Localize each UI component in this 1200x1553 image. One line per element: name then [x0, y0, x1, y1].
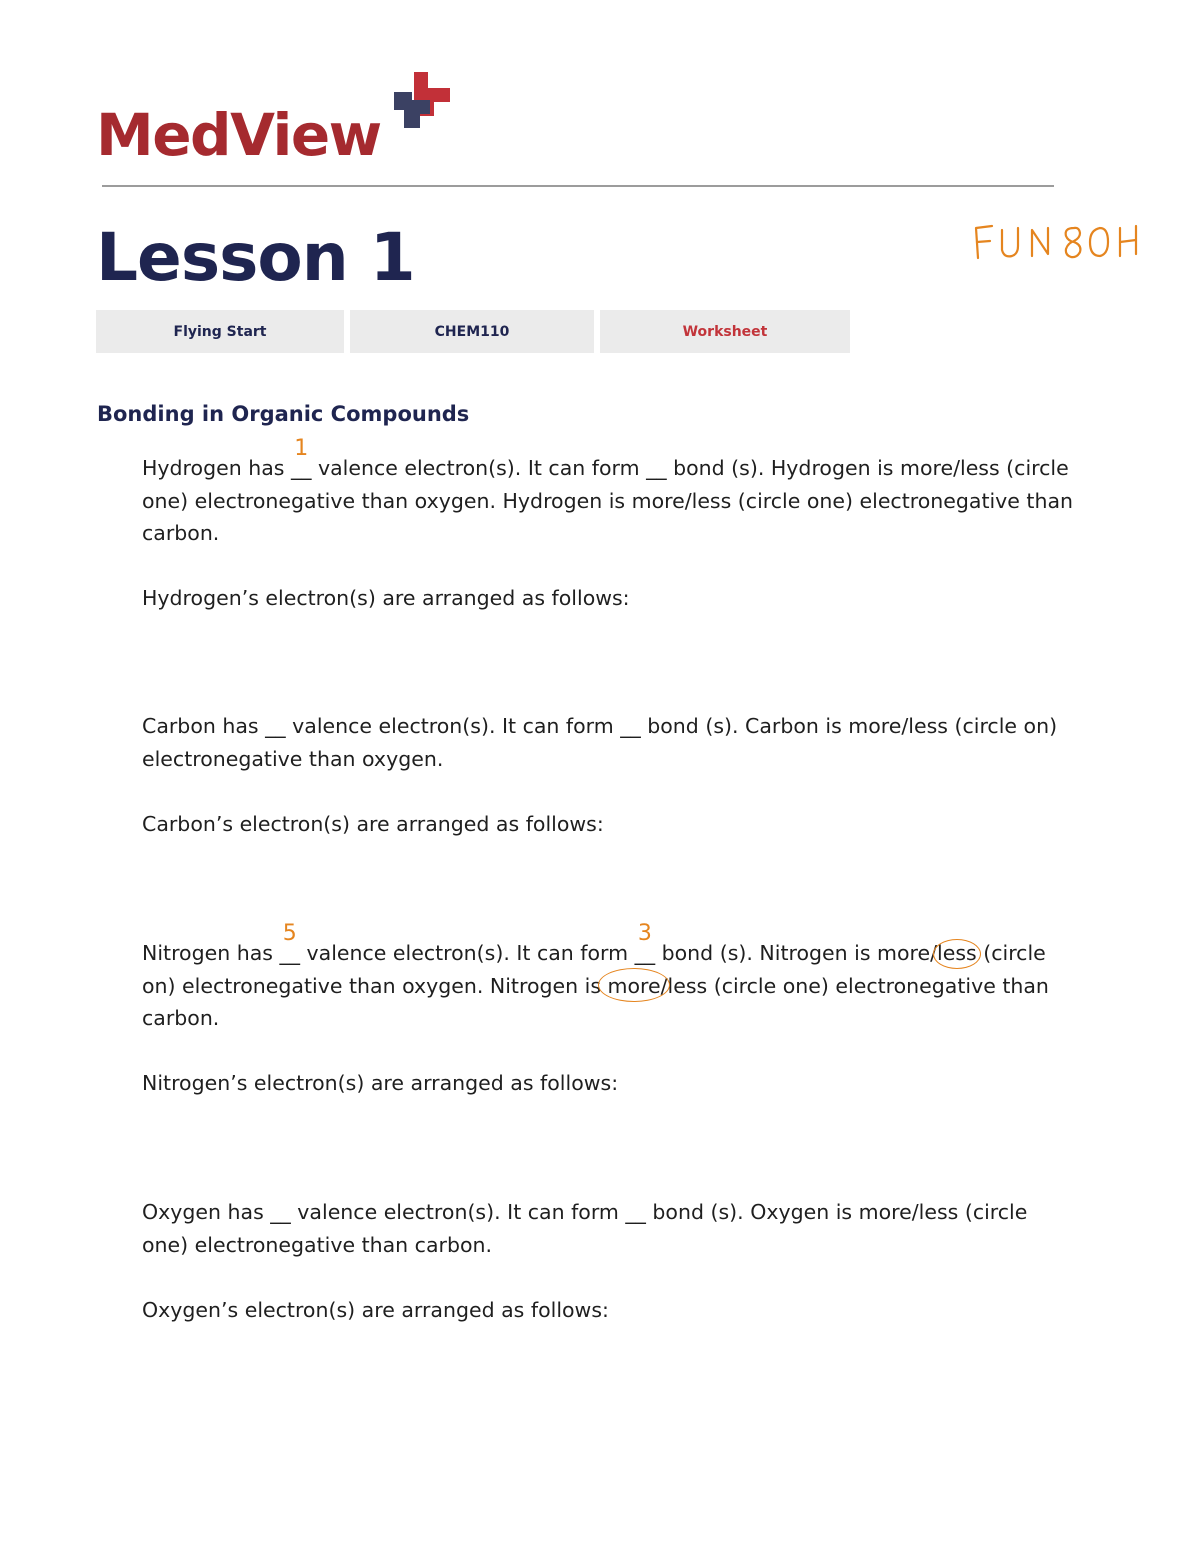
- nitrogen-text-3: bond (s). Nitrogen is more/: [655, 941, 938, 965]
- nitrogen-text-5: /less (circle one) electronegative than carbon.: [142, 973, 1049, 1030]
- nitrogen-text-2: valence electron(s). It can form: [299, 941, 635, 965]
- circled-less: [937, 937, 977, 970]
- blank-line: __: [634, 941, 656, 965]
- nitrogen-arrangement-prompt: Nitrogen’s electron(s) are arranged as follows:: [142, 1071, 619, 1095]
- nitrogen-valence-blank: [279, 921, 300, 970]
- tag-course-code: CHEM110: [350, 310, 594, 353]
- circled-word: less: [937, 941, 977, 965]
- medview-logo: [96, 70, 466, 170]
- circled-word: more: [607, 973, 661, 998]
- handwritten-answer: 5: [282, 921, 297, 946]
- carbon-question: Carbon has __ valence electron(s). It can form __ bond (s). Carbon is more/less (circle on) electronegative than oxygen.: [142, 714, 1058, 771]
- section-title: Bonding in Organic Compounds: [97, 402, 470, 426]
- hydrogen-text-2: valence electron(s). It can form __ bond (s). Hydrogen is more/less (circle one) electronegative than oxygen. Hydrogen is more/less (circle one) electronegative than carbon.: [142, 456, 1074, 545]
- nitrogen-question: [142, 921, 1077, 1035]
- hydrogen-valence-blank: [290, 436, 312, 485]
- medical-cross-icon: [394, 70, 454, 132]
- oxygen-arrangement-prompt: Oxygen’s electron(s) are arranged as follows:: [142, 1298, 609, 1322]
- nitrogen-text-1: Nitrogen has: [142, 941, 280, 965]
- tag-worksheet: Worksheet: [600, 310, 850, 353]
- tag-flying-start: Flying Start: [96, 310, 344, 353]
- hydrogen-question: [142, 436, 1077, 550]
- handwritten-answer: 3: [637, 921, 652, 946]
- lesson-title: Lesson 1: [96, 219, 415, 296]
- carbon-arrangement-prompt: Carbon’s electron(s) are arranged as follows:: [142, 812, 604, 836]
- handwritten-note: [970, 214, 1150, 264]
- hydrogen-arrangement-prompt: Hydrogen’s electron(s) are arranged as follows:: [142, 586, 630, 610]
- oxygen-question: Oxygen has __ valence electron(s). It can form __ bond (s). Oxygen is more/less (circle one) electronegative than carbon.: [142, 1200, 1028, 1257]
- nitrogen-bond-blank: [634, 921, 656, 970]
- hydrogen-text-1: Hydrogen has: [142, 456, 291, 480]
- tag-bar: [96, 310, 850, 353]
- blank-line: __: [279, 941, 300, 965]
- blank-line: __: [290, 456, 312, 480]
- logo-text: MedView: [96, 101, 381, 169]
- header-divider: [102, 185, 1054, 187]
- nitrogen-text-4: (circle on) electronegative than oxygen. Nitrogen is: [142, 941, 1046, 998]
- handwritten-answer: 1: [294, 436, 309, 461]
- circled-more: [608, 970, 661, 1003]
